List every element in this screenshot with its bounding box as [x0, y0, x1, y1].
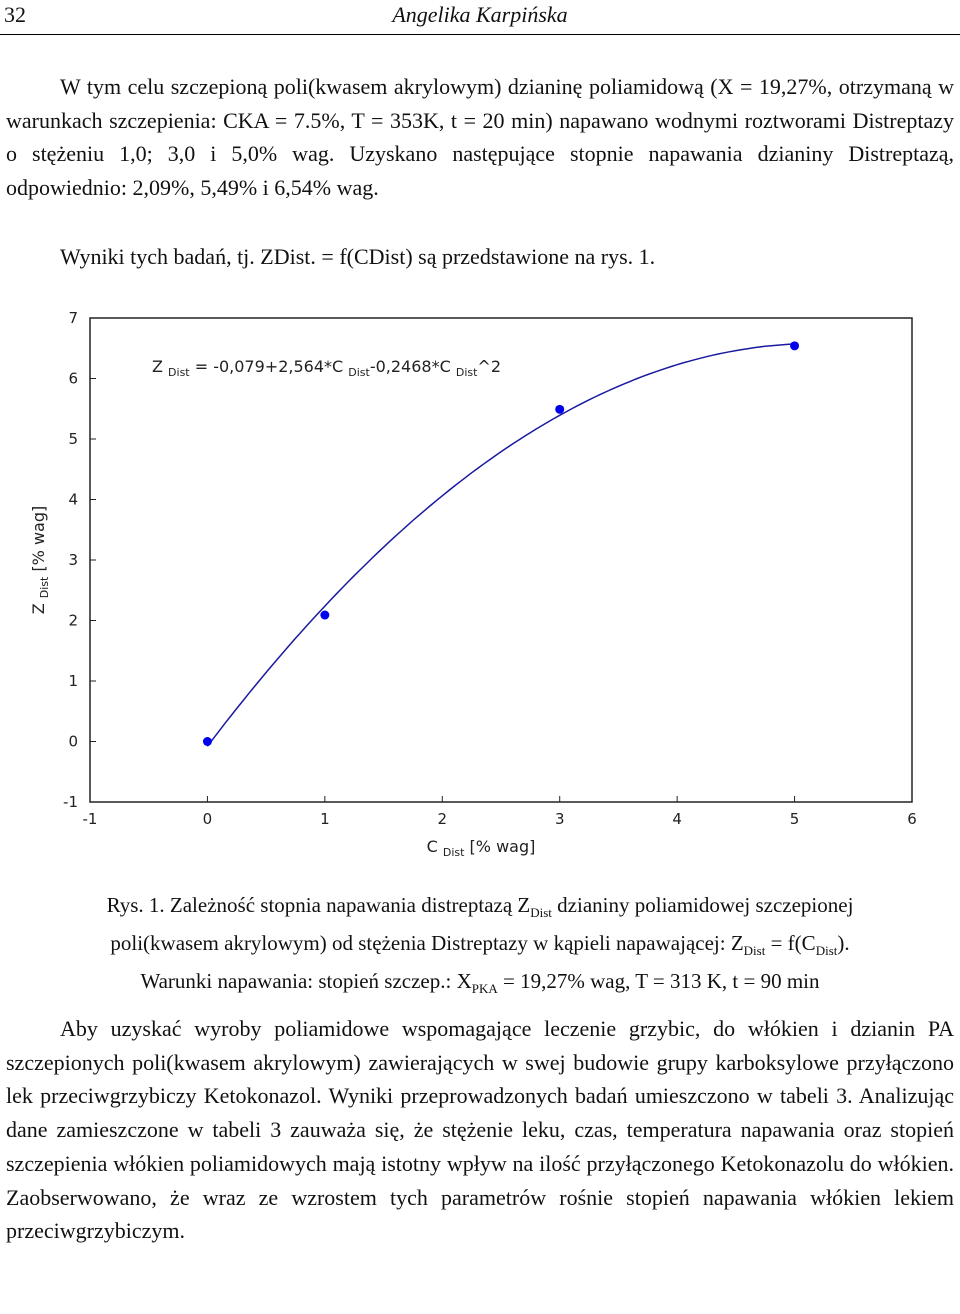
x-tick-label: 2: [437, 810, 448, 828]
x-tick-label: 5: [789, 810, 800, 828]
x-tick-label: 4: [672, 810, 682, 828]
x-tick-label: 0: [202, 810, 213, 828]
x-tick-label: 3: [554, 810, 565, 828]
paragraph-3: [6, 1012, 954, 1248]
plot-frame: [90, 318, 912, 802]
header-rule: [0, 34, 960, 35]
data-point: [790, 341, 799, 350]
x-tick-label: 1: [320, 810, 330, 828]
figure-chart: [20, 300, 960, 865]
fit-equation: Z $_{Dist}$ = -0,079+2,564*C $_{Dist}$-0,2468*C $_{Dist}$^2: [152, 357, 502, 379]
y-tick-label: 2: [68, 611, 78, 630]
data-point: [320, 611, 329, 620]
y-tick-label: -1: [63, 793, 78, 811]
y-tick-label: 5: [68, 430, 78, 448]
x-axis-label: C $_{Dist}$ [% wag]: [426, 837, 536, 859]
y-tick-label: 6: [68, 369, 78, 388]
y-tick-label: 4: [68, 490, 78, 509]
data-point: [555, 405, 564, 414]
figure-caption: Rys. 1. Zależność stopnia napawania distreptazą $Z_{Dist}$ dzianiny poliamidowej szczepionej poli(kwasem akrylowym) od stężenia Distreptazy w kąpieli napawającej: $Z_{Dist} = f(C_{Dist})$. Warunki napawania: stopień szczep.: $X_{PKA} = 19,27\%$ wag, T = 313 K, t = 90 min: [106, 893, 854, 997]
y-tick-label: 0: [68, 732, 78, 751]
x-tick-label: 6: [907, 810, 917, 828]
y-tick-label: 7: [68, 309, 78, 327]
y-axis-label: Z $_{Dist}$ [% wag]: [29, 505, 51, 615]
paragraph-2: Wyniki tych badań, tj. ZDist. = f(CDist) są przedstawione na rys. 1.: [60, 244, 656, 269]
paragraph-1: [6, 70, 954, 205]
page-header: [0, 0, 960, 36]
fit-curve: [207, 344, 794, 746]
running-title: Angelika Karpińska: [392, 2, 568, 27]
page-number: 32: [4, 2, 26, 27]
y-tick-label: 3: [68, 551, 78, 569]
paragraph-3-text: Aby uzyskać wyroby poliamidowe wspomagające leczenie grzybic, do włókien i dzianin PA szczepionych poli(kwasem akrylowym) zawierających w swej budowie grupy karboksylowe przyłączono lek przeciwgrzybiczy Ketokonazol. Wyniki przeprowadzonych badań umieszczono w tabeli 3. Analizując dane zamieszczone w tabeli 3 zauważa się, że stężenie leku, czas, temperatura napawania oraz stopień szczepienia włókien poliamidowych mają istotny wpływ na ilość przyłączonego Ketokonazolu do włókien. Zaobserwowano, że wraz ze wzrostem tych parametrów rośnie stopień napawania włókien lekiem przeciwgrzybiczym.: [6, 1016, 954, 1244]
data-point: [203, 737, 212, 746]
y-tick-label: 1: [68, 672, 78, 690]
paragraph-1-text: W tym celu szczepioną poli(kwasem akrylowym) dzianinę poliamidową (X = 19,27%, otrzymaną w warunkach szczepienia: CKA = 7.5%, T = 353K, t = 20 min) napawano wodnymi roztworami Distreptazy o stężeniu 1,0; 3,0 i 5,0% wag. Uzyskano następujące stopnie napawania dzianiny Distreptazą, odpowiednio: 2,09%, 5,49% i 6,54% wag.: [6, 74, 954, 201]
x-tick-label: -1: [82, 810, 98, 828]
